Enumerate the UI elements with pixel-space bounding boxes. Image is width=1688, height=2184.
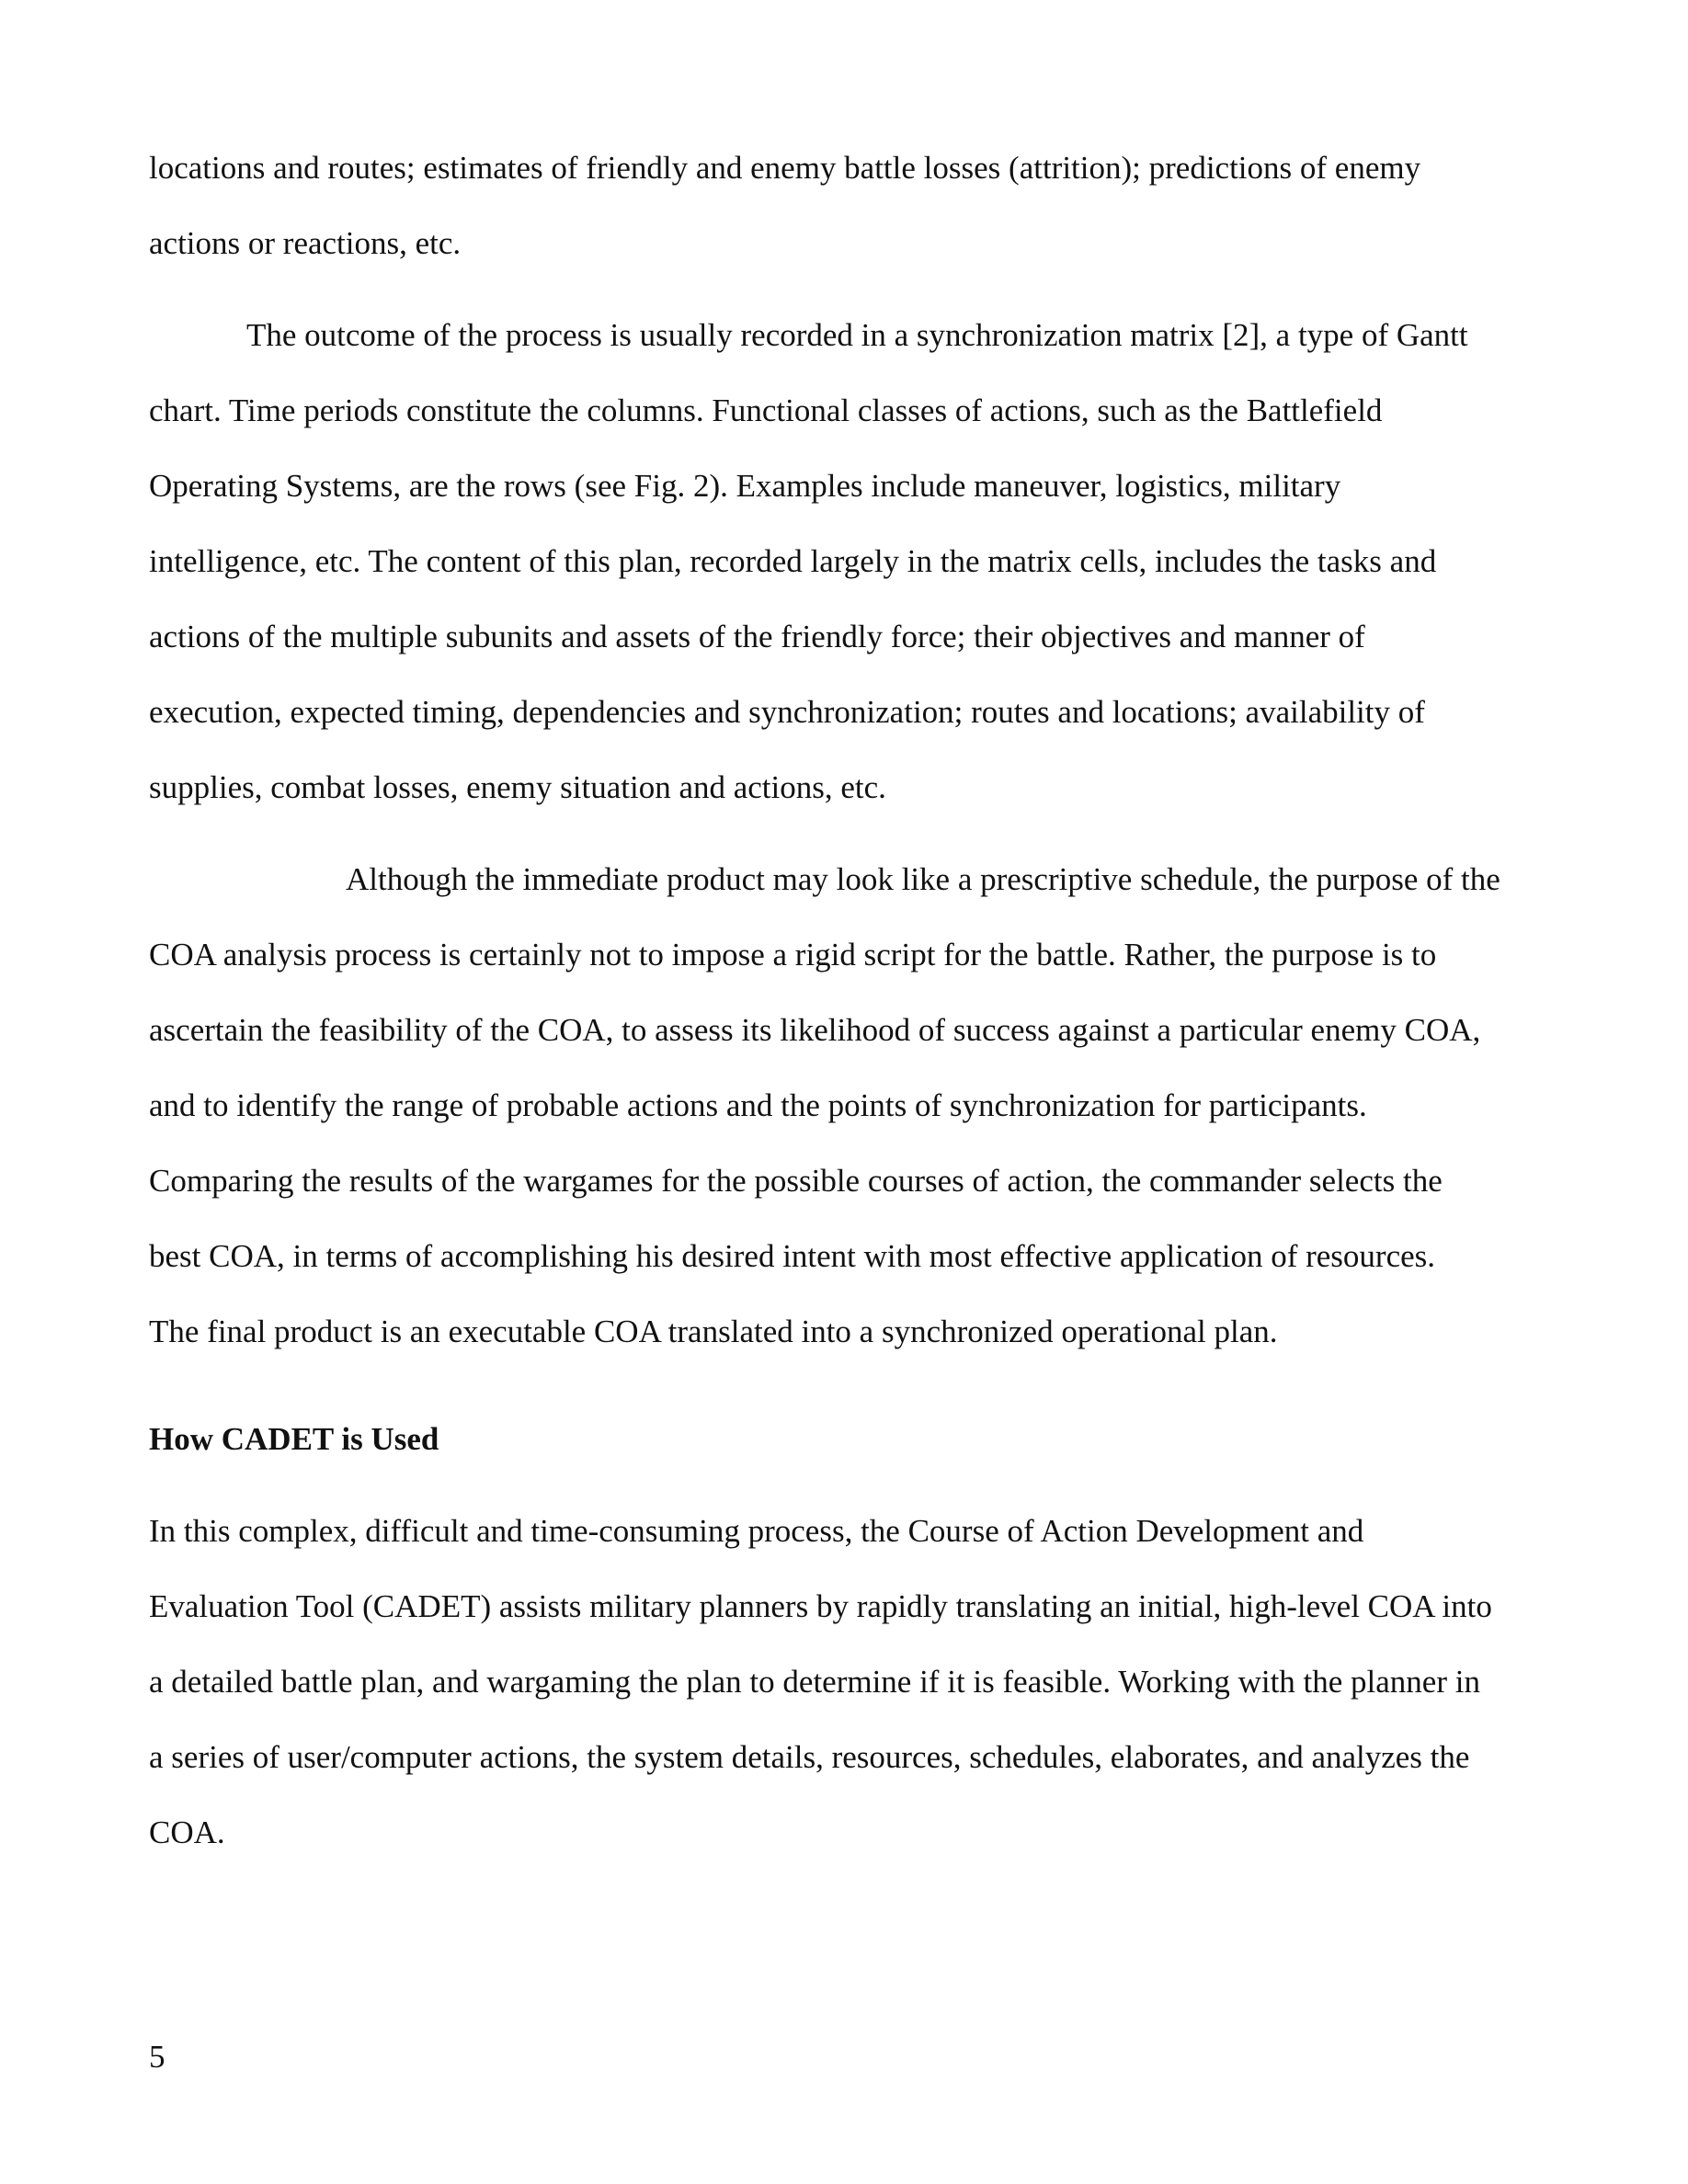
paragraph-4-line-4: a series of user/computer actions, the system details, resources, schedules, elaborates, and analyzes the — [149, 1739, 1470, 1775]
paragraph-4-line-3: a detailed battle plan, and wargaming the plan to determine if it is feasible. Working with the planner in — [149, 1664, 1480, 1700]
paragraph-1-line-2: actions or reactions, etc. — [149, 225, 462, 261]
paragraph-2-line-7: supplies, combat losses, enemy situation and actions, etc. — [149, 769, 886, 805]
paragraph-3-line-3: ascertain the feasibility of the COA, to assess its likelihood of success against a particular enemy COA, — [149, 1012, 1481, 1048]
paragraph-4-line-5: COA. — [149, 1814, 225, 1850]
section-heading: How CADET is Used — [149, 1421, 439, 1457]
paragraph-2-line-1: The outcome of the process is usually recorded in a synchronization matrix [2], a type of Gantt — [246, 317, 1468, 353]
paragraph-1-line-1: locations and routes; estimates of friendly and enemy battle losses (attrition); predictions of enemy — [149, 150, 1421, 186]
paragraph-3-line-2: COA analysis process is certainly not to impose a rigid script for the battle. Rather, the purpose is to — [149, 937, 1437, 973]
paragraph-3-line-7: The final product is an executable COA translated into a synchronized operational plan. — [149, 1314, 1278, 1349]
paragraph-2-line-3: Operating Systems, are the rows (see Fig. 2). Examples include maneuver, logistics, military — [149, 468, 1341, 504]
paragraph-4-line-2: Evaluation Tool (CADET) assists military planners by rapidly translating an initial, high-level COA into — [149, 1588, 1492, 1624]
paragraph-2-line-2: chart. Time periods constitute the columns. Functional classes of actions, such as the Battlefield — [149, 392, 1383, 428]
paragraph-2-line-4: intelligence, etc. The content of this plan, recorded largely in the matrix cells, includes the tasks and — [149, 543, 1437, 579]
paragraph-3-line-6: best COA, in terms of accomplishing his desired intent with most effective application of resources. — [149, 1238, 1436, 1274]
page-number: 5 — [149, 2039, 165, 2075]
paragraph-3-line-4: and to identify the range of probable actions and the points of synchronization for participants. — [149, 1087, 1367, 1123]
paragraph-3-line-1: Although the immediate product may look like a prescriptive schedule, the purpose of the — [346, 861, 1500, 897]
paragraph-3-line-5: Comparing the results of the wargames for the possible courses of action, the commander selects the — [149, 1163, 1443, 1199]
paragraph-2-line-5: actions of the multiple subunits and assets of the friendly force; their objectives and manner of — [149, 619, 1365, 654]
paragraph-2-line-6: execution, expected timing, dependencies and synchronization; routes and locations; availability of — [149, 694, 1425, 730]
paragraph-4-line-1: In this complex, difficult and time-consuming process, the Course of Action Development and — [149, 1513, 1364, 1549]
